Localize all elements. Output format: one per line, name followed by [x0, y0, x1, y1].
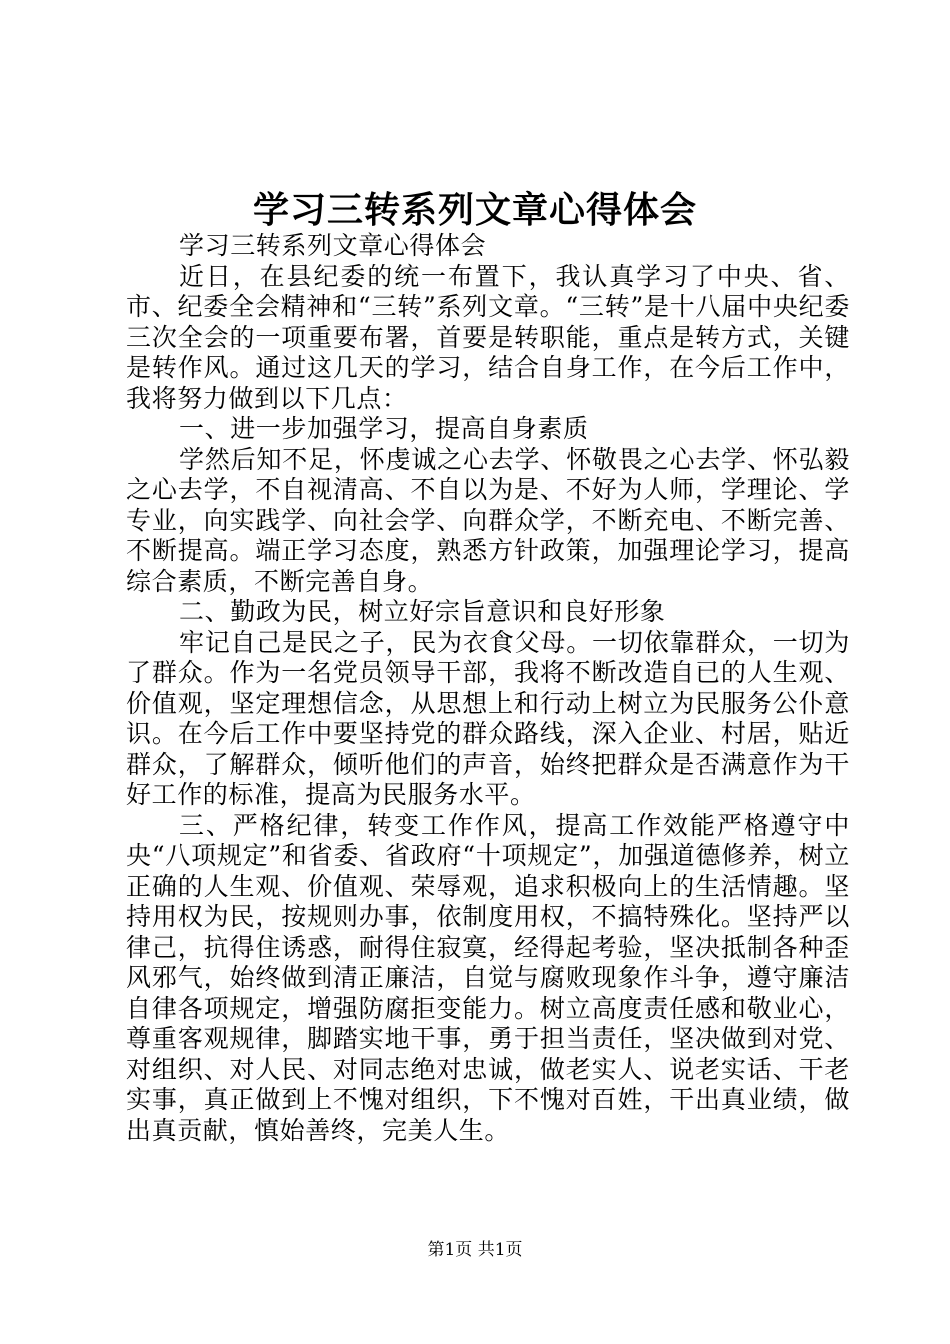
paragraph-intro: 近日，在县纪委的统一布置下，我认真学习了中央、省、市、纪委全会精神和“三转”系列文章。“三转”是十八届中央纪委三次全会的一项重要布署，首要是转职能，重点是转方式，关键是转作风。通过这几天的学习，结合自身工作，在今后工作中，我将努力做到以下几点：: [126, 261, 850, 413]
paragraph-section-2: 牢记自己是民之子，民为衣食父母。一切依靠群众，一切为了群众。作为一名党员领导干部，我将不断改造自已的人生观、价值观，坚定理想信念，从思想上和行动上树立为民服务公仆意识。在今后工作中要坚持党的群众路线，深入企业、村居，贴近群众，了解群众，倾听他们的声音，始终把群众是否满意作为干好工作的标准，提高为民服务水平。: [126, 627, 850, 809]
document-body: [126, 231, 850, 1146]
section-heading-2: 二、勤政为民，树立好宗旨意识和良好形象: [179, 597, 666, 626]
page-footer: 第1页 共1页: [427, 1240, 523, 1260]
paragraph-section-1: 学然后知不足，怀虔诚之心去学、怀敬畏之心去学、怀弘毅之心去学，不自视清高、不自以为是、不好为人师，学理论、学专业，向实践学、向社会学、向群众学，不断充电、不断完善、不断提高。端正学习态度，熟悉方针政策，加强理论学习，提高综合素质，不断完善自身。: [126, 444, 850, 596]
document-title: 学习三转系列文章心得体会: [252, 189, 697, 231]
section-heading-1: 一、进一步加强学习，提高自身素质: [179, 414, 589, 443]
paragraph-subtitle: 学习三转系列文章心得体会: [179, 231, 487, 260]
paragraph-section-3: 三、严格纪律，转变工作作风，提高工作效能严格遵守中央“八项规定”和省委、省政府“十项规定”，加强道德修养，树立正确的人生观、价值观、荣辱观，追求积极向上的生活情趣。坚持用权为民，按规则办事，依制度用权，不搞特殊化。坚持严以律己，抗得住诱惑，耐得住寂寞，经得起考验，坚决抵制各种歪风邪气，始终做到清正廉洁，自觉与腐败现象作斗争，遵守廉洁自律各项规定，增强防腐拒变能力。树立高度责任感和敬业心，尊重客观规律，脚踏实地干事，勇于担当责任，坚决做到对党、对组织、对人民、对同志绝对忠诚，做老实人、说老实话、干老实事，真正做到上不愧对组织，下不愧对百姓，干出真业绩，做出真贡献，慎始善终，完美人生。: [126, 810, 850, 1145]
